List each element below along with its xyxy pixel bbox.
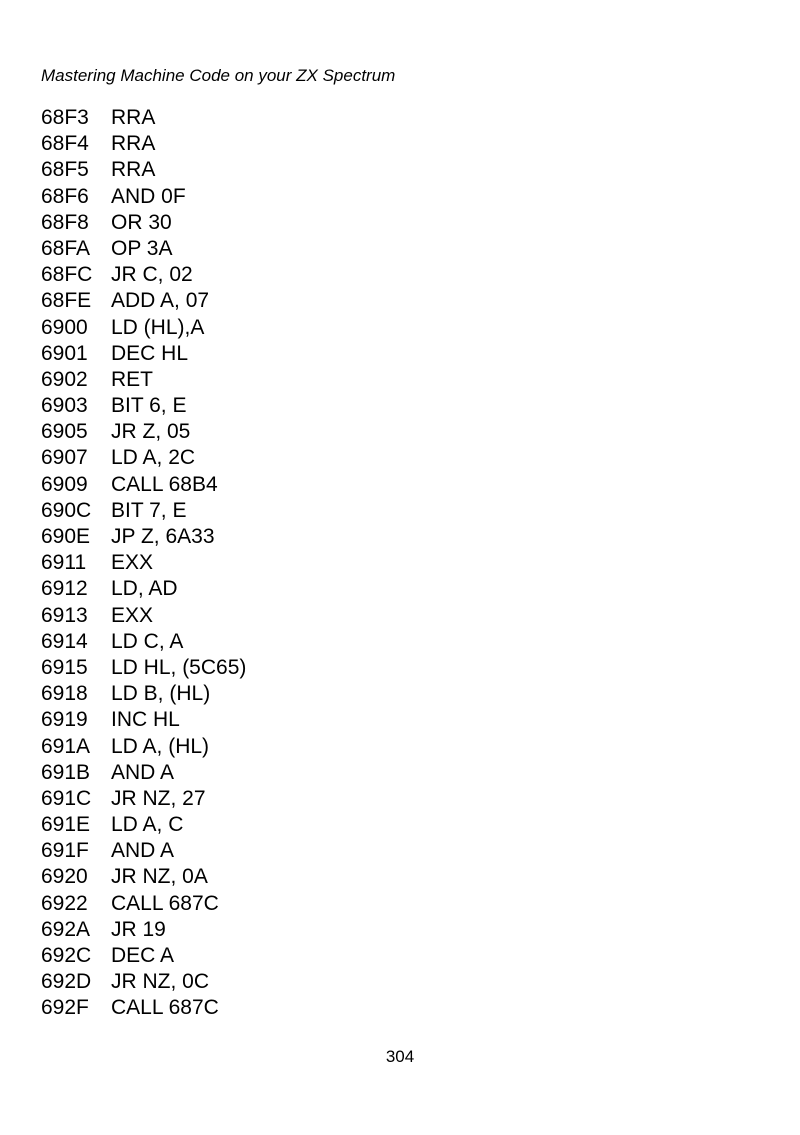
listing-row — [41, 498, 246, 524]
listing-row — [41, 105, 246, 131]
listing-row — [41, 524, 246, 550]
instruction: LD (HL),A — [111, 315, 205, 339]
address: 6920 — [41, 865, 88, 889]
listing-row — [41, 838, 246, 864]
listing-row — [41, 891, 246, 917]
listing-row — [41, 236, 246, 262]
instruction: OP 3A — [111, 236, 173, 260]
instruction: RRA — [111, 106, 156, 129]
instruction: INC HL — [111, 708, 180, 732]
address: 6903 — [41, 394, 88, 418]
page-number: 304 — [385, 1047, 415, 1066]
address: 6918 — [41, 682, 88, 706]
address: 68F3 — [41, 106, 89, 129]
listing-row — [41, 550, 246, 576]
instruction: JR NZ, 0C — [111, 970, 210, 994]
listing-row — [41, 341, 246, 367]
address: 68F8 — [41, 210, 89, 234]
instruction: LD A, C — [111, 813, 184, 837]
listing-row — [41, 445, 246, 471]
address: 6909 — [41, 472, 88, 496]
listing-row — [41, 917, 246, 943]
instruction: BIT 7, E — [111, 498, 187, 522]
listing-row — [41, 969, 246, 995]
address: 690C — [41, 498, 92, 522]
instruction: LD A, (HL) — [111, 734, 210, 758]
address: 6912 — [41, 577, 88, 601]
instruction: RRA — [111, 158, 156, 182]
listing-row — [41, 995, 246, 1021]
instruction: JR NZ, 27 — [111, 786, 206, 810]
listing-row — [41, 210, 246, 236]
instruction: LD, AD — [111, 577, 178, 601]
address: 6905 — [41, 420, 88, 444]
listing-row — [41, 681, 246, 707]
instruction: JR C, 02 — [111, 263, 193, 287]
instruction: JR Z, 05 — [111, 420, 191, 444]
instruction: EXX — [111, 551, 154, 575]
instruction: LD B, (HL) — [111, 682, 211, 706]
instruction: EXX — [111, 603, 154, 627]
address: 691F — [41, 839, 89, 863]
instruction: CALL 68B4 — [111, 472, 218, 496]
listing-row — [41, 655, 246, 681]
instruction: JP Z, 6A33 — [111, 525, 215, 548]
address: 691A — [41, 734, 91, 758]
instruction: CALL 687C — [111, 996, 219, 1020]
address: 691E — [41, 813, 91, 837]
instruction: JR 19 — [111, 917, 166, 941]
address: 6907 — [41, 446, 88, 470]
listing-row — [41, 629, 246, 655]
address: 691C — [41, 786, 92, 810]
address: 6915 — [41, 655, 88, 679]
listing-row — [41, 472, 246, 498]
address: 692D — [41, 970, 92, 994]
instruction: ADD A, 07 — [111, 289, 210, 313]
listing-row — [41, 603, 246, 629]
instruction: JR NZ, 0A — [111, 865, 208, 889]
instruction: CALL 687C — [111, 891, 219, 915]
listing-row — [41, 288, 246, 314]
address: 692F — [41, 996, 89, 1020]
listing-row — [41, 131, 246, 157]
instruction: LD HL, (5C65) — [111, 655, 247, 679]
listing-row — [41, 786, 246, 812]
listing-row — [41, 315, 246, 341]
listing-row — [41, 943, 246, 969]
listing-row — [41, 157, 246, 183]
listing-row — [41, 184, 246, 210]
running-header: Mastering Machine Code on your ZX Spectrum — [41, 66, 396, 85]
instruction: AND A — [111, 839, 175, 863]
address: 6913 — [41, 603, 88, 627]
instruction: LD C, A — [111, 629, 184, 653]
listing-row — [41, 707, 246, 733]
address: 68F4 — [41, 132, 89, 156]
instruction: AND A — [111, 760, 175, 784]
address: 6902 — [41, 367, 88, 391]
listing-row — [41, 760, 246, 786]
listing-row — [41, 864, 246, 890]
address: 6911 — [41, 551, 87, 575]
address: 692C — [41, 944, 92, 967]
address: 6922 — [41, 891, 88, 915]
code-listing — [41, 105, 246, 1022]
listing-row — [41, 393, 246, 419]
listing-row — [41, 812, 246, 838]
listing-row — [41, 576, 246, 602]
listing-row — [41, 367, 246, 393]
instruction: RET — [111, 367, 153, 391]
address: 68F5 — [41, 158, 89, 182]
instruction: LD A, 2C — [111, 446, 196, 470]
address: 68FC — [41, 263, 93, 287]
listing-row — [41, 419, 246, 445]
address: 6914 — [41, 629, 88, 653]
instruction: BIT 6, E — [111, 394, 187, 418]
address: 692A — [41, 917, 91, 941]
address: 691B — [41, 760, 91, 784]
address: 690E — [41, 525, 91, 548]
instruction: DEC A — [111, 944, 175, 967]
instruction: OR 30 — [111, 210, 172, 234]
address: 6900 — [41, 315, 88, 339]
listing-row — [41, 262, 246, 288]
address: 6901 — [41, 341, 88, 365]
instruction: DEC HL — [111, 341, 189, 365]
address: 68F6 — [41, 184, 89, 208]
address: 68FE — [41, 289, 92, 313]
address: 68FA — [41, 236, 91, 260]
address: 6919 — [41, 708, 88, 732]
instruction: RRA — [111, 132, 156, 156]
instruction: AND 0F — [111, 184, 186, 208]
listing-row — [41, 734, 246, 760]
